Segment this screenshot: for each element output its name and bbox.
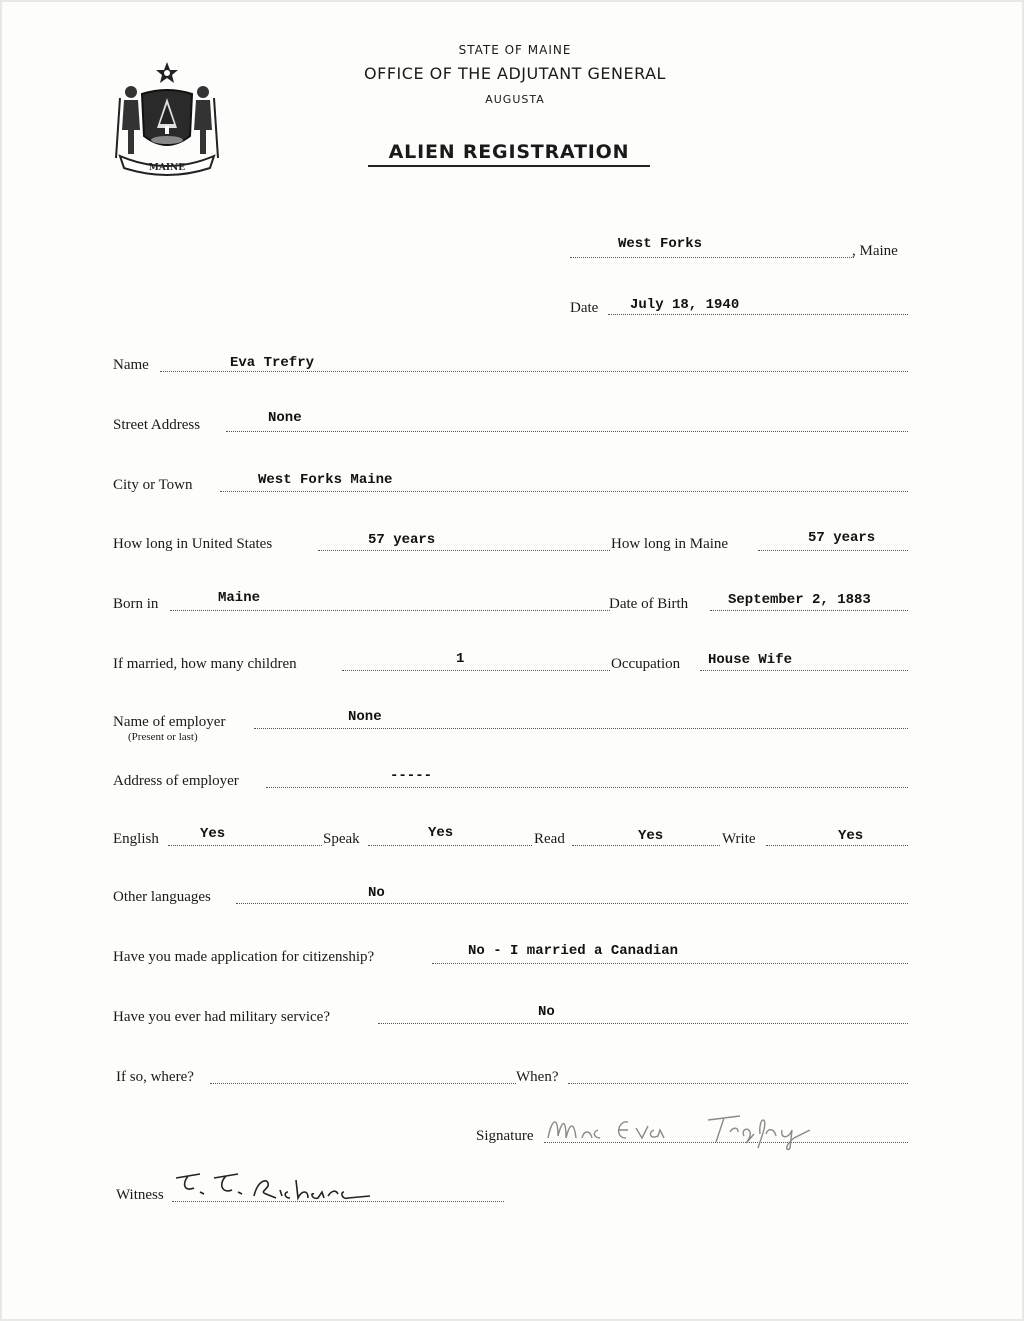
employer-line [254,728,908,729]
name-label: Name [113,357,149,373]
state-heading: STATE OF MAINE [458,43,572,57]
signature-handwriting [544,1108,834,1152]
in-maine-label: How long in Maine [611,536,729,552]
citizenship-line [432,963,908,964]
other-languages-label: Other languages [113,889,211,905]
city-heading: AUGUSTA [485,93,545,106]
other-languages-line [236,903,908,904]
military-line [378,1023,908,1024]
dob-label: Date of Birth [609,596,689,612]
in-us-label: How long in United States [113,536,273,552]
employer-address-value: ----- [390,768,433,784]
date-value: July 18, 1940 [630,297,740,313]
speak-label: Speak [323,831,360,847]
name-value: Eva Trefry [230,355,315,371]
born-in-label: Born in [113,596,159,612]
read-line [572,845,720,846]
name-line [160,371,908,372]
town-line [220,491,908,492]
in-maine-line [758,550,908,551]
office-heading: OFFICE OF THE ADJUTANT GENERAL [364,64,666,83]
form-title: ALIEN REGISTRATION [368,141,650,167]
employer-label: Name of employer [113,714,226,730]
where-line [210,1083,516,1084]
when-line [568,1083,908,1084]
read-label: Read [534,831,565,847]
employer-value: None [348,709,382,725]
children-value: 1 [456,651,465,667]
date-line [608,314,908,315]
in-maine-value: 57 years [808,530,876,546]
street-label: Street Address [113,417,201,433]
occupation-value: House Wife [708,652,793,668]
witness-handwriting [170,1170,400,1204]
write-line [766,845,908,846]
occupation-label: Occupation [611,656,681,672]
street-value: None [268,410,302,426]
speak-line [368,845,532,846]
place-line [570,257,854,258]
employer-sublabel: (Present or last) [128,731,198,743]
when-label: When? [516,1069,559,1085]
dob-line [710,610,908,611]
occupation-line [700,670,908,671]
seal-motto: MAINE [148,163,186,173]
signature-label: Signature [476,1128,534,1144]
citizenship-label: Have you made application for citizenship? [113,949,375,965]
military-value: No [538,1004,555,1020]
employer-address-line [266,787,908,788]
born-in-value: Maine [218,590,261,606]
in-us-value: 57 years [368,532,436,548]
english-value: Yes [200,826,226,842]
dob-value: September 2, 1883 [728,592,871,608]
witness-label: Witness [116,1187,164,1203]
other-languages-value: No [368,885,385,901]
town-label: City or Town [113,477,193,493]
children-line [342,670,610,671]
english-label: English [113,831,159,847]
speak-value: Yes [428,825,454,841]
children-label: If married, how many children [113,656,297,672]
military-label: Have you ever had military service? [113,1009,330,1025]
read-value: Yes [638,828,664,844]
citizenship-value: No - I married a Canadian [468,943,679,959]
employer-address-label: Address of employer [113,773,239,789]
where-label: If so, where? [116,1069,194,1085]
place-value: West Forks [618,236,703,252]
place-suffix: , Maine [852,243,898,259]
in-us-line [318,550,610,551]
write-label: Write [722,831,756,847]
english-line [168,845,322,846]
write-value: Yes [838,828,864,844]
town-value: West Forks Maine [258,472,393,488]
born-in-line [170,610,610,611]
date-label: Date [570,300,599,316]
street-line [226,431,908,432]
